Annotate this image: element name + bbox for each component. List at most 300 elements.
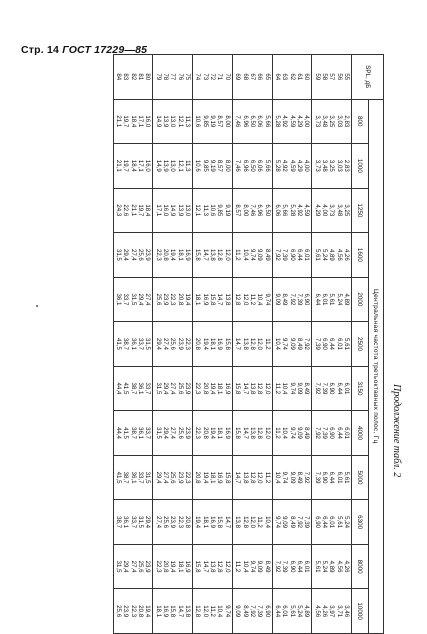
table-cell	[232, 589, 272, 634]
cell-value: 22,3	[184, 338, 192, 350]
table-cell	[272, 500, 312, 545]
cell-value: 19,4	[194, 516, 202, 529]
cell-value: 8,49	[263, 560, 271, 573]
cell-value: 31,5	[129, 293, 137, 306]
table-cell	[153, 589, 193, 634]
cell-value: 25,6	[176, 427, 184, 439]
cell-value: 21,1	[115, 159, 123, 172]
table-cell	[113, 322, 153, 367]
frequency-header: 10000	[352, 589, 369, 634]
cell-value: 31,5	[154, 427, 162, 439]
cell-value: 7,92	[295, 516, 303, 529]
table-cell	[113, 500, 153, 545]
spl-value: 66	[256, 73, 264, 81]
cell-value: 9,09	[288, 471, 296, 484]
cell-value: 9,09	[295, 382, 303, 395]
cell-value: 13,9	[176, 204, 184, 217]
cell-value: 36,1	[122, 516, 130, 529]
cell-value: 20,8	[162, 560, 170, 573]
spl-value: 76	[176, 73, 184, 81]
cell-value: 6,01	[303, 560, 311, 573]
cell-value: 3,03	[335, 159, 343, 172]
cell-value: 3,25	[343, 204, 350, 217]
spl-values	[193, 55, 233, 100]
table-cell	[272, 322, 312, 367]
cell-value: 13,8	[209, 560, 217, 573]
cell-value: 18,4	[129, 159, 137, 172]
table-cell	[312, 188, 352, 233]
cell-value: 31,5	[137, 516, 145, 529]
table-cell	[272, 544, 312, 589]
cell-value: 7,92	[288, 293, 296, 306]
cell-value: 6,06	[256, 115, 264, 128]
cell-value: 11,3	[201, 204, 209, 217]
spl-value: 83	[122, 73, 130, 81]
cell-value: 13,8	[248, 382, 256, 395]
cell-value: 16,9	[216, 338, 224, 350]
cell-value: 3,48	[320, 115, 328, 128]
cell-value: 22,3	[184, 471, 192, 484]
cell-value: 3,73	[313, 159, 321, 172]
table-cell	[272, 188, 312, 233]
cell-value: 36,1	[129, 338, 137, 350]
cell-value: 33,7	[137, 471, 145, 484]
cell-value: 3,46	[343, 605, 350, 618]
table-row	[232, 55, 272, 634]
cell-value: 22,3	[194, 382, 202, 395]
cell-value: 8,49	[288, 516, 296, 529]
cell-value: 4,56	[335, 560, 343, 573]
cell-value: 7,46	[248, 204, 256, 217]
spl-value: 57	[328, 73, 336, 81]
cell-value: 20,8	[194, 471, 202, 484]
cell-value: 13,8	[241, 471, 249, 484]
cell-value: 22,3	[154, 560, 162, 573]
cell-value: 29,4	[154, 471, 162, 484]
spl-values	[312, 55, 352, 100]
cell-value: 13,8	[248, 427, 256, 439]
cell-value: 16,0	[144, 159, 152, 172]
cell-value: 20,8	[201, 427, 209, 439]
cell-value: 14,7	[176, 605, 184, 618]
cell-value: 9,09	[295, 427, 303, 439]
table-cell	[153, 233, 193, 278]
cell-value: 6,06	[256, 159, 264, 172]
spl-value: 62	[288, 73, 296, 81]
cell-value: 19,4	[201, 471, 209, 484]
spl-value: 78	[162, 73, 170, 81]
cell-value: 15,8	[223, 338, 231, 350]
cell-value: 6,90	[328, 427, 336, 439]
cell-value: 12,0	[263, 427, 271, 439]
spl-value: 65	[263, 73, 271, 81]
cell-value: 5,24	[320, 248, 328, 261]
cell-value: 12,0	[223, 560, 231, 573]
cell-value: 41,5	[115, 471, 123, 484]
cell-value: 23,9	[176, 471, 184, 484]
cell-value: 14,7	[223, 516, 231, 529]
cell-value: 5,66	[263, 115, 271, 128]
spl-value: 84	[115, 73, 123, 81]
cell-value: 5,24	[295, 605, 303, 618]
cell-value: 4,00	[320, 204, 328, 217]
cell-value: 12,8	[248, 471, 256, 484]
cell-value: 16,9	[209, 516, 217, 529]
table-cell	[312, 366, 352, 411]
cell-value: 3,25	[328, 159, 336, 172]
cell-value: 6,90	[320, 338, 328, 350]
cell-value: 22,3	[154, 248, 162, 261]
cell-value: 27,4	[129, 248, 137, 261]
cell-value: 6,50	[263, 204, 271, 217]
cell-value: 8,49	[303, 382, 311, 395]
cell-value: 31,5	[144, 338, 152, 350]
table-cell	[153, 144, 193, 189]
cell-value: 13,0	[169, 115, 177, 128]
cell-value: 3,48	[335, 204, 343, 217]
cell-value: 23,9	[122, 605, 130, 618]
cell-value: 7,92	[303, 471, 311, 484]
spl-value: 73	[201, 73, 209, 81]
cell-value: 10,4	[273, 471, 281, 484]
cell-value: 7,39	[313, 471, 321, 484]
table-cell	[193, 544, 233, 589]
cell-value: 27,4	[154, 516, 162, 529]
cell-value: 16,0	[144, 115, 152, 128]
cell-value: 18,4	[144, 204, 152, 217]
spl-value: 68	[241, 73, 249, 81]
cell-value: 38,7	[129, 427, 137, 439]
table-cell	[232, 188, 272, 233]
cell-value: 41,5	[115, 338, 123, 350]
cell-value: 5,66	[281, 204, 289, 217]
cell-value: 29,4	[137, 293, 145, 306]
table-cell	[272, 233, 312, 278]
spl-values	[272, 55, 312, 100]
cell-value: 14,7	[241, 382, 249, 395]
cell-value: 5,61	[288, 605, 296, 618]
cell-value: 19,7	[122, 159, 130, 172]
cell-value: 23,9	[144, 560, 152, 573]
cell-value: 15,8	[223, 471, 231, 484]
page-number: Стр. 14	[21, 44, 60, 56]
spl-value: 67	[248, 73, 256, 81]
cell-value: 27,4	[162, 471, 170, 484]
cell-value: 12,8	[216, 248, 224, 261]
spl-value: 79	[154, 73, 162, 81]
spl-value: 59	[313, 73, 321, 81]
cell-value: 20,8	[162, 248, 170, 261]
spl-value: 61	[295, 73, 303, 81]
table-cell	[113, 144, 153, 189]
cell-value: 22,6	[122, 204, 130, 217]
cell-value: 5,61	[328, 293, 336, 306]
cell-value: 9,74	[248, 248, 256, 261]
cell-value: 11,2	[263, 338, 271, 350]
cell-value: 20,8	[137, 605, 145, 618]
cell-value: 24,3	[115, 204, 123, 217]
cell-value: 14,7	[216, 293, 224, 306]
cell-value: 29,4	[162, 427, 170, 439]
table-row	[272, 55, 312, 634]
table-row	[193, 55, 233, 634]
table-cell	[113, 544, 153, 589]
cell-value: 3,97	[328, 605, 336, 618]
cell-value: 14,9	[154, 159, 162, 172]
cell-value: 6,90	[328, 382, 336, 395]
cell-value: 6,44	[313, 293, 321, 306]
cell-value: 4,59	[288, 115, 296, 128]
cell-value: 5,61	[343, 471, 350, 484]
frequency-header: 800	[352, 99, 369, 144]
cell-value: 6,90	[303, 293, 311, 306]
cell-value: 3,48	[320, 159, 328, 172]
cell-value: 29,4	[154, 338, 162, 350]
spl-value: 63	[281, 73, 289, 81]
cell-value: 12,8	[216, 560, 224, 573]
table-cell	[153, 322, 193, 367]
table-cell	[272, 411, 312, 456]
cell-value: 44,4	[115, 382, 123, 395]
cell-value: 13,9	[162, 159, 170, 172]
table-cell	[113, 366, 153, 411]
table-cell	[232, 366, 272, 411]
table-cell	[193, 455, 233, 500]
cell-value: 41,5	[122, 427, 130, 439]
cell-value: 9,19	[209, 115, 217, 128]
cell-value: 6,50	[248, 115, 256, 128]
cell-value: 7,92	[273, 248, 281, 261]
cell-value: 27,4	[169, 427, 177, 439]
spl-value: 71	[216, 73, 224, 81]
cell-value: 8,00	[241, 204, 249, 217]
cell-value: 9,74	[281, 338, 289, 350]
cell-value: 4,29	[295, 159, 303, 172]
spl-value: 74	[194, 73, 202, 81]
cell-value: 7,92	[313, 382, 321, 395]
cell-value: 8,49	[263, 248, 271, 261]
table-cell	[232, 455, 272, 500]
spl-values	[153, 55, 193, 100]
cell-value: 19,7	[137, 204, 145, 217]
cell-value: 7,39	[281, 560, 289, 573]
cell-value: 19,4	[209, 427, 217, 439]
cell-value: 15,8	[194, 560, 202, 573]
cell-value: 16,9	[216, 471, 224, 484]
cell-value: 36,1	[137, 382, 145, 395]
cell-value: 6,44	[335, 382, 343, 395]
cell-value: 18,1	[176, 248, 184, 261]
table-cell	[232, 277, 272, 322]
cell-value: 16,9	[162, 605, 170, 618]
cell-value: 33,7	[129, 516, 137, 529]
cell-value: 23,9	[184, 427, 192, 439]
cell-value: 33,7	[144, 427, 152, 439]
cell-value: 38,7	[115, 516, 123, 529]
cell-value: 13,8	[241, 338, 249, 350]
cell-value: 3,03	[335, 115, 343, 128]
cell-value: 8,49	[303, 427, 311, 439]
cell-value: 18,1	[209, 471, 217, 484]
table-cell	[113, 455, 153, 500]
cell-value: 36,1	[115, 293, 123, 306]
cell-value: 13,8	[209, 248, 217, 261]
spl-value: 64	[273, 73, 281, 81]
cell-value: 12,0	[201, 605, 209, 618]
cell-value: 12,8	[234, 293, 242, 306]
spl-value: 82	[129, 73, 137, 81]
cell-value: 18,1	[216, 382, 224, 395]
spl-value: 81	[137, 73, 145, 81]
cell-value: 9,74	[248, 560, 256, 573]
spl-value: 56	[335, 73, 343, 81]
cell-value: 6,44	[295, 560, 303, 573]
cell-value: 10,4	[256, 293, 264, 306]
table-cell	[153, 277, 193, 322]
cell-value: 3,73	[328, 204, 336, 217]
cell-value: 36,1	[137, 427, 145, 439]
cell-value: 6,44	[328, 471, 336, 484]
cell-value: 4,56	[313, 605, 321, 618]
table-cell	[193, 500, 233, 545]
cell-value: 23,9	[144, 248, 152, 261]
table-cell	[113, 411, 153, 456]
frequency-header: 2500	[352, 322, 369, 367]
cell-value: 11,2	[273, 427, 281, 439]
cell-value: 14,7	[241, 427, 249, 439]
cell-value: 6,01	[281, 605, 289, 618]
spl-value: 60	[303, 73, 311, 81]
table-cell	[312, 589, 352, 634]
cell-value: 4,26	[320, 605, 328, 618]
cell-value: 10,4	[281, 427, 289, 439]
cell-value: 16,9	[201, 293, 209, 306]
cell-value: 5,28	[273, 115, 281, 128]
cell-value: 27,4	[144, 293, 152, 306]
cell-value: 9,09	[273, 293, 281, 306]
cell-value: 27,4	[169, 382, 177, 395]
cell-value: 22,3	[169, 293, 177, 306]
cell-value: 15,8	[216, 516, 224, 529]
cell-value: 33,7	[144, 382, 152, 395]
cell-value: 11,3	[184, 160, 192, 172]
cell-value: 23,9	[184, 382, 192, 395]
cell-value: 9,85	[216, 204, 224, 217]
cell-value: 4,92	[295, 204, 303, 217]
cell-value: 7,39	[313, 338, 321, 350]
cell-value: 12,0	[263, 382, 271, 395]
spl-value: 69	[234, 73, 242, 81]
cell-value: 7,92	[248, 605, 256, 618]
cell-value: 9,19	[209, 159, 217, 172]
cell-value: 23,9	[162, 293, 170, 306]
cell-value: 16,9	[184, 560, 192, 573]
cell-value: 8,00	[223, 115, 231, 128]
cell-value: 9,09	[234, 605, 242, 618]
table-cell	[113, 99, 153, 144]
cell-value: 7,92	[303, 338, 311, 350]
cell-value: 15,8	[169, 605, 177, 618]
cell-value: 3,25	[328, 115, 336, 128]
cell-value: 6,06	[273, 204, 281, 217]
cell-value: 9,19	[223, 204, 231, 217]
cell-value: 13,8	[223, 293, 231, 306]
cell-value: 23,9	[169, 516, 177, 529]
spl-values	[232, 55, 272, 100]
cell-value: 12,0	[256, 338, 264, 350]
cell-value: 12,0	[256, 471, 264, 484]
cell-value: 18,1	[176, 560, 184, 573]
cell-value: 4,00	[303, 115, 311, 128]
cell-value: 12,8	[194, 605, 202, 618]
table-cell	[153, 411, 193, 456]
cell-value: 9,74	[288, 427, 296, 439]
cell-value: 7,39	[320, 427, 328, 439]
cell-value: 10,4	[241, 560, 249, 573]
cell-value: 27,4	[129, 560, 137, 573]
cell-value: 3,71	[335, 605, 343, 618]
table-cell	[312, 411, 352, 456]
cell-value: 14,9	[154, 115, 162, 128]
cell-value: 38,7	[129, 382, 137, 395]
cell-value: 4,89	[303, 605, 311, 618]
cell-value: 4,56	[335, 248, 343, 261]
cell-value: 11,2	[234, 249, 242, 261]
cell-value: 6,01	[343, 427, 350, 439]
table-cell	[193, 233, 233, 278]
cell-value: 8,49	[295, 471, 303, 484]
rotated-table-area	[12, 54, 404, 634]
cell-value: 9,74	[223, 605, 231, 618]
cell-value: 9,09	[288, 338, 296, 350]
frequency-header: 8000	[352, 544, 369, 589]
table-cell	[193, 277, 233, 322]
cell-value: 13,0	[184, 204, 192, 217]
cell-value: 9,09	[256, 560, 264, 573]
cell-value: 9,09	[281, 516, 289, 529]
cell-value: 22,3	[129, 605, 137, 618]
continuation-label: Продолжение табл. 2	[391, 384, 402, 478]
cell-value: 13,0	[169, 159, 177, 172]
cell-value: 12,8	[241, 516, 249, 529]
cell-value: 6,90	[263, 605, 271, 618]
cell-value: 25,6	[137, 248, 145, 261]
cell-value: 14,7	[234, 338, 242, 350]
table-cell	[312, 144, 352, 189]
cell-value: 4,26	[343, 560, 350, 573]
cell-value: 29,4	[122, 560, 130, 573]
table-cell	[193, 144, 233, 189]
table-cell	[312, 99, 352, 144]
cell-value: 31,5	[115, 560, 123, 573]
cell-value: 16,9	[223, 427, 231, 439]
cell-value: 29,4	[144, 516, 152, 529]
cell-value: 38,7	[122, 338, 130, 350]
table-cell	[232, 544, 272, 589]
table-cell	[153, 544, 193, 589]
table-cell	[232, 411, 272, 456]
cell-value: 31,5	[115, 248, 123, 261]
cell-value: 12,0	[223, 248, 231, 261]
table-cell	[272, 589, 312, 634]
cell-value: 21,1	[129, 204, 137, 217]
cell-value: 10,4	[241, 248, 249, 261]
cell-value: 31,5	[144, 471, 152, 484]
cell-value: 5,24	[335, 293, 343, 306]
cell-value: 31,5	[154, 382, 162, 395]
table-cell	[193, 322, 233, 367]
cell-value: 10,6	[194, 115, 202, 128]
